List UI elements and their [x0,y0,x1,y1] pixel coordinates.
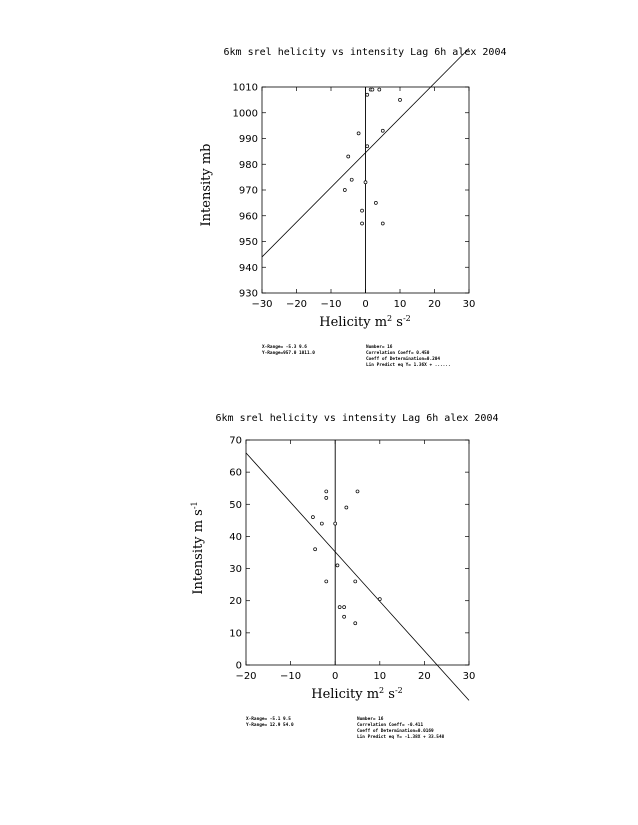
chart1-y-tick-label: 930 [238,288,258,300]
chart2-stats-line: Correlation Coeff= -0.411 [357,723,424,728]
chart1-stats-left [262,344,315,356]
chart2-data-point [356,490,359,493]
chart-intensity-mb [199,47,506,368]
chart2-data-point [336,564,339,567]
chart2-y-tick-label: 70 [229,435,242,447]
chart1-y-axis-label: Intensity mb [199,143,214,227]
chart1-x-tick-label: −20 [285,299,308,310]
chart2-stats-line: Lin Predict eq Y= -1.38X + 33.548 [357,735,445,740]
chart2-x-tick-label: −10 [280,671,302,682]
chart2-data-point [320,522,323,525]
chart1-y-tick-label: 970 [238,185,258,197]
chart1-title: 6km srel helicity vs intensity Lag 6h alex 2004 [223,47,507,58]
chart2-data-point [338,606,341,609]
chart1-data-point [350,178,353,181]
chart2-data-point [314,548,317,551]
chart2-stats-line: Number= 16 [357,717,384,722]
chart2-data-point [334,522,337,525]
chart2-x-axis-label: Helicity $m^2$ $s^{-2}$ [311,686,403,702]
chart2-y-tick-label: 50 [229,499,242,511]
chart2-data-point [354,622,357,625]
chart1-stats-line: X-Range= -5.3 9.6 [262,345,307,350]
chart1-data-point [381,129,384,132]
chart1-y-tick-label: 960 [238,211,258,223]
chart1-data-point [343,189,346,192]
chart2-y-tick-label: 0 [235,660,242,672]
chart2-data-point [354,580,357,583]
chart1-data-point [371,88,374,91]
chart2-data-point [378,598,381,601]
chart1-data-point [357,132,360,135]
chart2-x-tick-label: 20 [418,671,431,682]
chart2-x-tick-label: 30 [462,671,476,682]
chart1-x-tick-label: 20 [428,299,441,310]
chart1-data-point [399,98,402,101]
chart1-stats-line: Y-Range=957.0 1011.0 [262,351,315,356]
chart1-y-tick-label: 990 [238,134,258,145]
chart2-stats-line: Coeff of Determination=0.0169 [357,729,434,734]
chart1-stats-line: Correlation Coeff= 0.450 [366,351,430,356]
chart1-stats-line: Number= 16 [366,345,393,350]
chart1-y-tick-label: 950 [238,237,258,248]
chart2-y-tick-label: 30 [229,564,242,576]
chart1-stats-line: Lin Predict eq Y= 1.36X + ...... [366,363,451,368]
chart1-x-tick-label: 30 [462,299,476,310]
chart2-x-tick-label: −20 [235,671,257,682]
chart1-data-point [374,201,377,204]
chart2-x-tick-label: 0 [332,671,339,682]
chart2-marks [246,440,469,700]
chart1-stats-line: Coeff of Determination=0.204 [366,357,441,362]
chart2-stats-line: Y-Range= 12.9 54.0 [246,723,294,728]
chart1-data-point [364,181,367,184]
chart1-data-point [378,88,381,91]
chart1-x-tick-label: 0 [362,299,369,310]
chart1-x-tick-label: −30 [251,299,273,310]
chart-intensity-ms [190,413,498,740]
chart1-y-tick-label: 1000 [232,108,258,120]
chart2-stats-right [357,716,445,740]
chart2-title: 6km srel helicity vs intensity Lag 6h alex 2004 [215,413,499,424]
chart2-data-point [325,490,328,493]
chart2-plot-frame [246,440,469,665]
chart2-y-tick-label: 40 [229,531,242,543]
chart2-y-axis-label: Intensity m $s^{-1}$ [190,501,206,595]
chart1-data-point [381,222,384,225]
chart1-y-tick-label: 1010 [232,82,258,94]
chart1-x-axis-label: Helicity $m^2$ $s^{-2}$ [319,314,411,330]
chart1-data-point [361,222,364,225]
chart1-x-tick-label: −10 [320,299,342,310]
chart1-data-point [347,155,350,158]
chart2-data-point [345,506,348,509]
chart2-data-point [343,606,346,609]
chart2-y-tick-label: 10 [229,628,242,640]
chart2-stats-line: X-Range= -5.1 9.5 [246,717,291,722]
chart2-stats-left [246,716,294,728]
chart2-x-tick-label: 10 [373,671,387,682]
chart2-y-tick-label: 20 [229,596,242,608]
chart1-marks [262,48,469,293]
chart1-x-tick-label: 10 [393,299,407,310]
chart1-stats-right [366,344,451,368]
chart2-data-point [343,615,346,618]
chart1-data-point [366,145,369,148]
chart1-ticks [233,83,476,311]
chart1-data-point [361,209,364,212]
chart1-data-point [366,93,369,96]
chart1-y-tick-label: 940 [238,262,258,274]
chart2-data-point [325,580,328,583]
chart2-ticks [229,436,475,683]
chart2-data-point [325,496,328,499]
chart1-y-tick-label: 980 [238,159,258,171]
chart2-data-point [311,516,314,519]
chart2-y-tick-label: 60 [229,467,242,479]
